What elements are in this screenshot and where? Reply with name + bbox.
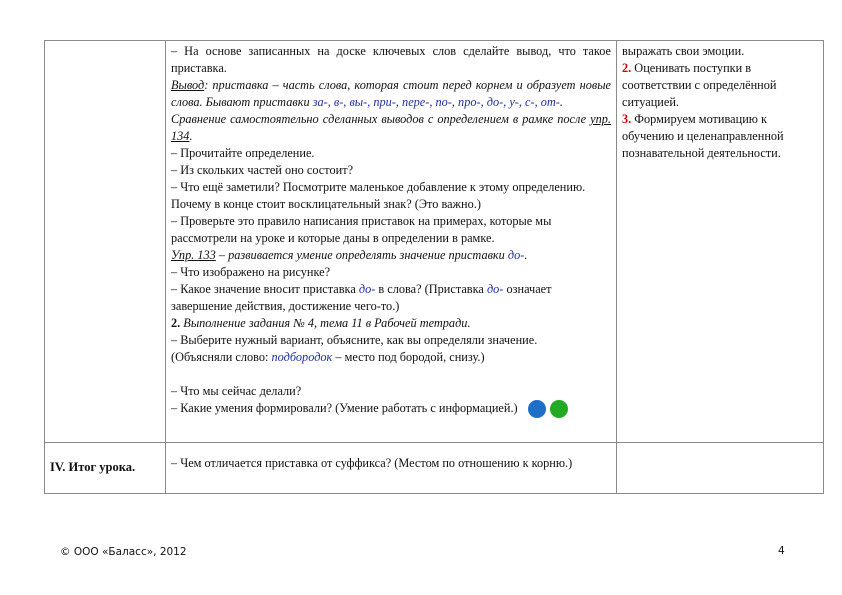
outcome-number: 3.	[622, 112, 632, 126]
question: – Прочитайте определение.	[171, 146, 315, 160]
question: – Выберите нужный вариант, объясните, как вы определяли значение.	[171, 333, 538, 347]
page-number: 4	[778, 545, 785, 557]
question: – Проверьте это правило написания приставок на примерах, которые мы рассмотрели на уроке и которые даны в определении в рамке.	[171, 214, 552, 245]
text: означает завершение действия, достижение чего-то.)	[171, 282, 552, 313]
green-circle-icon	[550, 400, 568, 418]
lesson-table	[44, 40, 824, 494]
prefix-do: до-	[507, 248, 525, 262]
conclusion-text: : приставка – часть слова, которая стоит перед корнем и образует новые слова. Бывают приставки	[171, 78, 611, 109]
task-text: Выполнение задания № 4, тема 11 в Рабочей тетради.	[180, 316, 471, 330]
exercise-text: – развивается умение определять значение приставки	[215, 248, 508, 262]
blue-circle-icon	[528, 400, 546, 418]
outcome-number: 2.	[622, 61, 632, 75]
stage-cell	[45, 443, 166, 494]
stage-cell	[45, 41, 166, 443]
punct: .	[524, 248, 528, 262]
question: – Что мы сейчас делали?	[171, 384, 302, 398]
exercise-ref-133: Упр. 133	[171, 248, 216, 262]
exercise-ref-134: упр. 134	[171, 112, 611, 143]
table-row	[45, 41, 824, 443]
copyright-footer: © ООО «Баласс», 2012	[60, 546, 187, 558]
marker-dots	[524, 400, 568, 418]
activity-cell	[166, 41, 617, 443]
exercise-133	[171, 247, 611, 264]
question: – Что ещё заметили? Посмотрите маленькое добавление к этому определению. Почему в конце стоит восклицательный знак? (Это важно.)	[171, 180, 586, 211]
task-2	[171, 315, 611, 332]
prefix-do: до-	[358, 282, 376, 296]
comparison	[171, 111, 611, 145]
question	[171, 281, 611, 315]
conclusion	[171, 77, 611, 111]
question	[171, 400, 611, 418]
prefix-list: за-, в-, вы-, при-, пере-, по-, про-, до-, у-, с-, от-	[312, 95, 560, 109]
text: – Какие умения формировали? (Умение работать с информацией.)	[171, 401, 518, 415]
outcome-text: выражать свои эмоции.	[622, 44, 745, 58]
outcomes-cell	[617, 443, 824, 494]
question: – Чем отличается приставка от суффикса? (Местом по отношению к корню.)	[171, 456, 573, 470]
text: – Какое значение вносит приставка	[171, 282, 359, 296]
word-podborodok: подбородок	[271, 350, 333, 364]
spacer	[171, 366, 611, 383]
outcome-text: Оценивать поступки в соответствии с определённой ситуацией.	[622, 61, 777, 109]
outcome-text: Формируем мотивацию к обучению и целенаправленной познавательной деятельности.	[622, 112, 784, 160]
conclusion-label: Вывод	[171, 78, 205, 92]
table-row	[45, 443, 824, 494]
answer	[171, 349, 611, 366]
activity-cell	[166, 443, 617, 494]
question: – Что изображено на рисунке?	[171, 265, 331, 279]
stage-title: IV. Итог урока.	[50, 460, 136, 474]
question: – Из скольких частей оно состоит?	[171, 163, 354, 177]
outcomes-cell	[617, 41, 824, 443]
paragraph: – На основе записанных на доске ключевых слов сделайте вывод, что такое приставка.	[171, 44, 611, 75]
punct: .	[189, 129, 193, 143]
punct: .	[559, 95, 563, 109]
text: – место под бородой, снизу.)	[332, 350, 485, 364]
text: (Объясняли слово:	[171, 350, 272, 364]
outcome-item	[622, 111, 818, 162]
prefix-do: до-	[486, 282, 504, 296]
outcome-item	[622, 60, 818, 111]
comparison-text: Сравнение самостоятельно сделанных выводов с определением в рамке после	[171, 112, 591, 126]
task-number: 2.	[171, 316, 181, 330]
text: в слова? (Приставка	[375, 282, 487, 296]
